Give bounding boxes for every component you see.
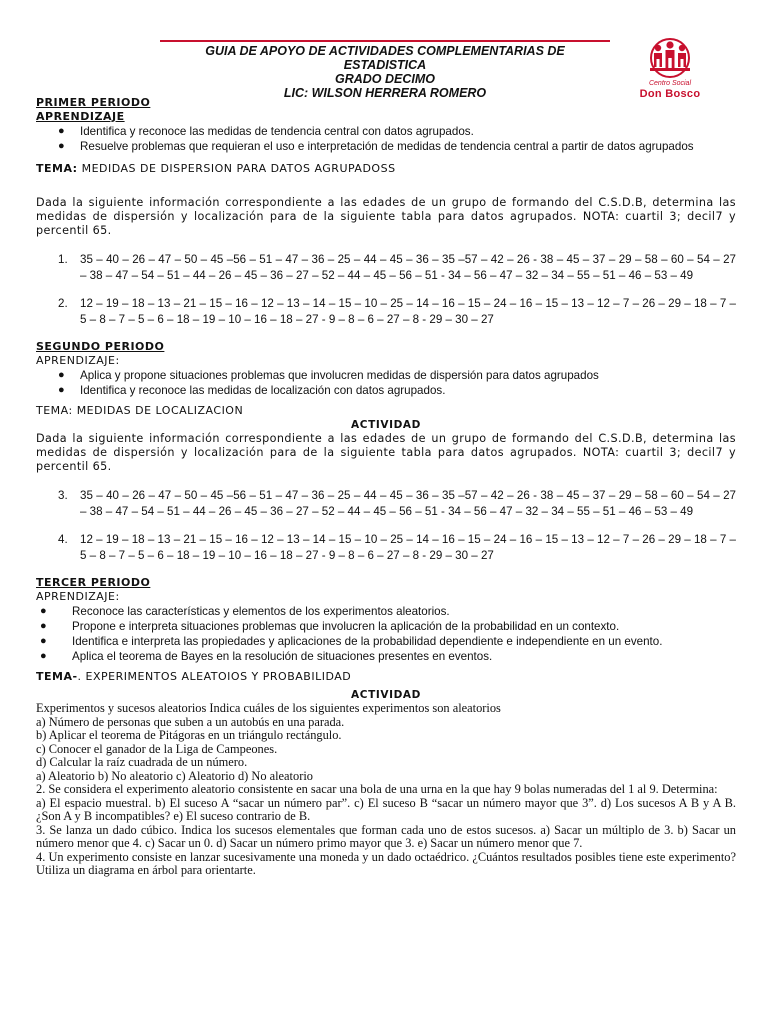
- header-line-1: GUIA DE APOYO DE ACTIVIDADES COMPLEMENTARIAS DE: [205, 44, 565, 58]
- list-item: ● Propone e interpreta situaciones problemas que involucren la aplicación de la probabilidad en un contexto.: [40, 620, 620, 633]
- period-3-line: b) Aplicar el teorema de Pitágoras en un triángulo rectángulo.: [36, 728, 342, 742]
- period-1-tema: TEMA: MEDIDAS DE DISPERSION PARA DATOS AGRUPADOSS: [36, 162, 396, 175]
- period-1-bullets: [36, 124, 736, 154]
- list-item: 4. 12 – 19 – 18 – 13 – 21 – 15 – 16 – 12 – 13 – 14 – 15 – 10 – 25 – 14 – 16 – 15 – 24 – 16 – 15 – 13 – 12 – 7 – 26 – 29 – 18 – 7 – 5 – 8 – 7 – 5 – 6 – 18 – 19 – 10 – 16 – 18 – 27 - 9 – 8 – 6 – 27 – 8 - 29 – 30 – 27: [58, 533, 736, 562]
- header-line-3: GRADO DECIMO: [335, 72, 435, 86]
- header-line-4: LIC: WILSON HERRERA ROMERO: [283, 86, 487, 100]
- period-2-intro: Dada la siguiente información correspondiente a las edades de un grupo de formando del C.S.D.B, determina las medidas de dispersión y localización para de la siguiente tabla para datos agrupados. NOTA: cuartil 3; decil7 y percentil 65.: [36, 432, 736, 473]
- period-2-heading: SEGUNDO PERIODO: [36, 340, 165, 353]
- period-3-line: 3. Se lanza un dado cúbico. Indica los sucesos elementales que forman cada uno de estos sucesos. a) Sacar un múltiplo de 3. b) Sacar un número menor que 4. c) Sacar un 0. d) Sacar un número primo mayor que 3. e) Sacar un número menor que 7.: [36, 822, 736, 850]
- list-item: ● Resuelve problemas que requieran el uso e interpretación de medidas de tendencia central a partir de datos agrupados: [58, 140, 694, 153]
- period-3-actividad: ACTIVIDAD: [351, 689, 421, 701]
- list-item: ● Identifica e interpreta las propiedades y aplicaciones de la probabilidad dependiente e independiente en un evento.: [40, 635, 663, 648]
- document-body: [36, 96, 736, 878]
- people-icon: [630, 36, 710, 82]
- list-item: ● Identifica y reconoce las medidas de localización con datos agrupados.: [58, 384, 446, 397]
- logo-title: Don Bosco: [639, 88, 701, 100]
- period-3-bullets: [36, 604, 736, 664]
- logo-subtitle: Centro Social: [648, 80, 692, 87]
- list-item: 1. 35 – 40 – 26 – 47 – 50 – 45 –56 – 51 – 47 – 36 – 25 – 44 – 45 – 36 – 35 –57 – 42 – 26 - 38 – 45 – 37 – 29 – 58 – 60 – 54 – 27 – 38 – 47 – 54 – 51 – 44 – 26 – 45 – 36 – 27 – 52 – 44 – 45 – 56 – 51 - 34 – 56 – 47 – 32 – 34 – 55 – 51 – 46 – 53 – 49: [58, 253, 736, 282]
- list-item: 2. 12 – 19 – 18 – 13 – 21 – 15 – 16 – 12 – 13 – 14 – 15 – 10 – 25 – 14 – 16 – 15 – 24 – 16 – 15 – 13 – 12 – 7 – 26 – 29 – 18 – 7 – 5 – 8 – 7 – 5 – 6 – 18 – 19 – 10 – 16 – 18 – 27 - 9 – 8 – 6 – 27 – 8 - 29 – 30 – 27: [58, 297, 736, 326]
- period-2-bullets: [36, 368, 736, 398]
- period-3-line: 4. Un experimento consiste en lanzar sucesivamente una moneda y un dado octaédrico. ¿Cuántos resultados posibles tiene este experimento? Utiliza un diagrama en árbol para orientarte.: [36, 849, 736, 877]
- document-header: [160, 38, 610, 100]
- period-1-aprendizaje: APRENDIZAJE: [36, 110, 125, 123]
- period-3-line: a) Número de personas que suben a un autobús en una parada.: [36, 714, 345, 729]
- period-3-line: 2. Se considera el experimento aleatorio consistente en sacar una bola de una urna en la que hay 9 bolas numeradas del 1 al 9. Determina:: [36, 782, 718, 796]
- period-1-heading: PRIMER PERIODO: [36, 96, 151, 109]
- list-item: ● Aplica y propone situaciones problemas que involucren medidas de dispersión para datos agrupados: [58, 369, 599, 382]
- period-2-aprendizaje: APRENDIZAJE:: [36, 354, 120, 367]
- period-3-heading: TERCER PERIODO: [36, 576, 151, 589]
- period-3-line: d) Calcular la raíz cuadrada de un número.: [36, 755, 248, 769]
- period-3-line: Experimentos y sucesos aleatorios Indica cuáles de los siguientes experimentos son aleatorios: [36, 701, 501, 715]
- period-2-actividad: ACTIVIDAD: [351, 419, 421, 431]
- list-item: 3. 35 – 40 – 26 – 47 – 50 – 45 –56 – 51 – 47 – 36 – 25 – 44 – 45 – 36 – 35 –57 – 42 – 26 - 38 – 45 – 37 – 29 – 58 – 60 – 54 – 27 – 38 – 47 – 54 – 51 – 44 – 26 – 45 – 36 – 27 – 52 – 44 – 45 – 56 – 51 - 34 – 56 – 47 – 32 – 34 – 55 – 51 – 46 – 53 – 49: [58, 489, 736, 518]
- list-item: ● Reconoce las características y elementos de los experimentos aleatorios.: [40, 605, 450, 618]
- header-line-2: ESTADISTICA: [343, 58, 427, 72]
- period-3-tema: TEMA-. EXPERIMENTOS ALEATOIOS Y PROBABILIDAD: [36, 670, 352, 683]
- period-3-line: c) Conocer el ganador de la Liga de Campeones.: [36, 741, 278, 756]
- period-3-line: a) El espacio muestral. b) El suceso A “sacar un número par”. c) El suceso B “sacar un número mayor que 3”. d) Los sucesos A B y A B. ¿Son A y B incompatibles? e) El suceso contrario de B.: [36, 795, 736, 823]
- period-1-intro: Dada la siguiente información correspondiente a las edades de un grupo de formando del C.S.D.B, determina las medidas de dispersión y localización para de la siguiente tabla para datos agrupados. NOTA: cuartil 3; decil7 y percentil 65.: [36, 196, 736, 237]
- list-item: ● Aplica el teorema de Bayes en la resolución de situaciones presentes en eventos.: [40, 650, 493, 663]
- list-item: ● Identifica y reconoce las medidas de tendencia central con datos agrupados.: [58, 125, 474, 138]
- period-3-line: a) Aleatorio b) No aleatorio c) Aleatorio d) No aleatorio: [36, 768, 313, 783]
- period-2-tema: TEMA: MEDIDAS DE LOCALIZACION: [36, 404, 244, 417]
- don-bosco-logo: [630, 36, 710, 98]
- period-3-aprendizaje: APRENDIZAJE:: [36, 590, 120, 603]
